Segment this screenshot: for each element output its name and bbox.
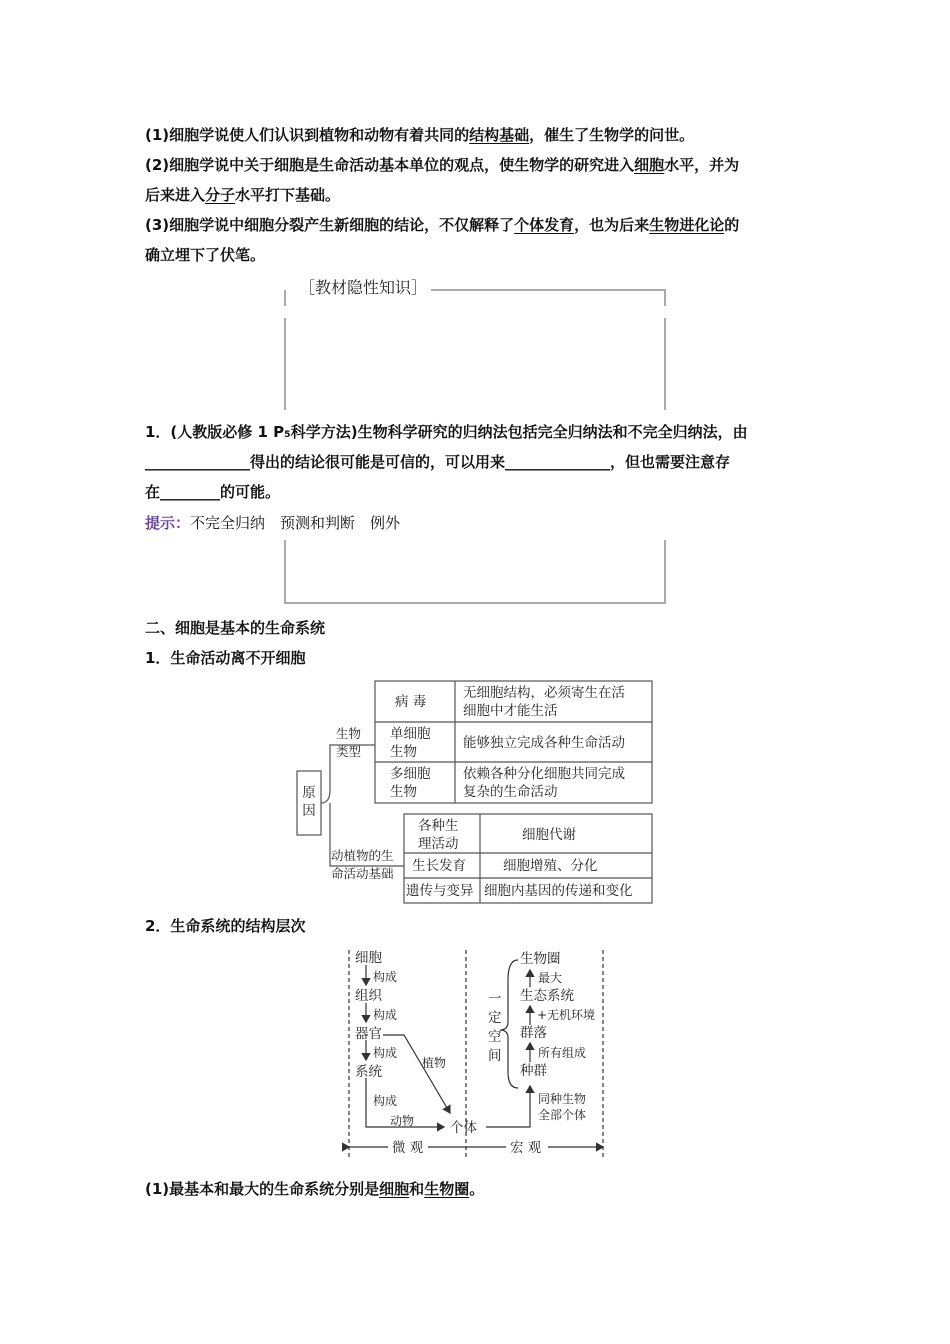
arrow-label-3: 构成 [373,1046,398,1060]
virus-type: 病 毒 [395,694,427,710]
level-biosphere: 生物圈 [520,951,561,967]
label-abiotic: +无机环境 [537,1008,596,1022]
para-1: (1)细胞学说使人们认识到植物和动物有着共同的结构基础，催生了生物学的问世。 [145,126,695,144]
micro-label: 微 观 [392,1140,424,1156]
heredity-right: 细胞内基因的传递和变化 [484,883,633,899]
macro-label: 宏 观 [510,1140,542,1156]
para-2-line2: 后来进入分子水平打下基础。 [145,186,341,204]
heredity-left: 遗传与变异 [406,883,474,899]
arrow-label-2: 构成 [373,1008,398,1022]
diagram1-branch2: 动植物的生命活动基础 [331,848,394,881]
subheading-1: 1．生命活动离不开细胞 [145,649,306,667]
para-3-line2: 确立埋下了伏笔。 [145,246,266,264]
label-same-species: 同种生物 [538,1092,587,1106]
arrow-label-1: 构成 [373,970,398,984]
growth-left: 生长发育 [412,858,466,874]
level-cell: 细胞 [355,950,382,966]
question-line1: 1．(人教版必修 1 P₅科学方法)生物科学研究的归纳法包括完全归纳法和不完全归纳法，由 [145,423,748,441]
level-organ: 器官 [355,1026,382,1042]
knowledge-title: ［教材隐性知识］ [295,275,431,298]
certain-space: 一定空间 [488,991,502,1064]
virus-desc-b: 细胞中才能生活 [463,703,558,719]
subheading-2: 2．生命系统的结构层次 [145,917,306,935]
diagram1-branch1: 生物类型 [336,726,362,759]
plant-label: 植物 [422,1056,447,1070]
unicell-desc: 能够独立完成各种生命活动 [463,735,625,751]
hint-label: 提示： [145,514,191,532]
multicell-desc-b: 复杂的生命活动 [463,784,558,800]
unicell-type-b: 生物 [390,744,417,760]
multicell-type-a: 多细胞 [390,766,431,782]
level-individual: 个体 [450,1120,477,1136]
level-tissue: 组织 [355,988,382,1004]
activity-left-a: 各种生 [418,818,459,834]
label-largest: 最大 [538,971,563,985]
animal-label: 动物 [390,1114,415,1128]
para-3: (3)细胞学说中细胞分裂产生新细胞的结论，不仅解释了个体发育，也为后来生物进化论的 [145,216,740,234]
level-ecosystem: 生态系统 [520,988,574,1004]
level-system: 系统 [355,1064,382,1080]
growth-right: 细胞增殖、分化 [503,858,598,874]
multicell-desc-a: 依赖各种分化细胞共同完成 [463,766,625,782]
label-all-individuals: 全部个体 [538,1108,587,1122]
virus-desc-a: 无细胞结构，必须寄生在活 [463,685,625,701]
question-line2: ______________得出的结论很可能是可信的，可以用来______________，但也需要注意存 [145,453,731,471]
unicell-type-a: 单细胞 [390,726,431,742]
label-all-components: 所有组成 [538,1046,587,1060]
activity-right: 细胞代谢 [522,827,576,843]
para-2: (2)细胞学说中关于细胞是生命活动基本单位的观点，使生物学的研究进入细胞水平，并为 [145,156,740,174]
section-heading: 二、细胞是基本的生命系统 [145,619,326,637]
final-para: (1)最基本和最大的生命系统分别是细胞和生物圈。 [145,1180,485,1198]
level-population: 种群 [520,1063,547,1079]
arrow-label-4: 构成 [373,1094,398,1108]
level-community: 群落 [520,1025,547,1041]
multicell-type-b: 生物 [390,784,417,800]
hint-text: 不完全归纳 预测和判断 例外 [190,514,401,532]
diagram1-root: 原因 [302,785,316,819]
question-line3: 在________的可能。 [145,483,281,501]
activity-left-b: 理活动 [418,836,459,852]
